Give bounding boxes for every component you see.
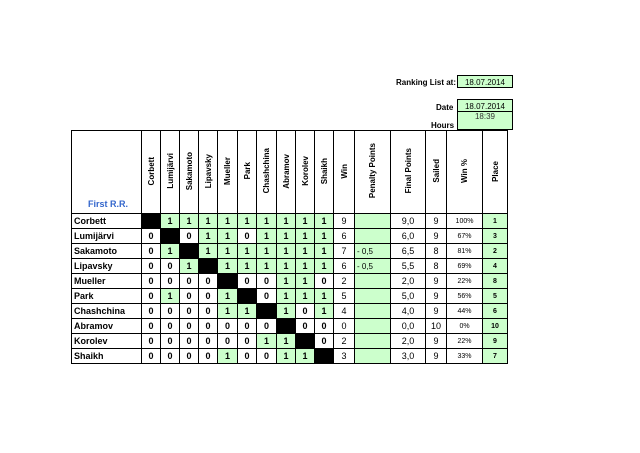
final-points-cell: 2,0	[391, 334, 426, 349]
place-cell: 7	[483, 349, 508, 364]
place-cell: 1	[483, 214, 508, 229]
match-result-cell: 1	[277, 304, 296, 319]
sailed-cell: 9	[426, 289, 447, 304]
sailed-cell: 9	[426, 334, 447, 349]
column-header-label: Win	[339, 163, 349, 179]
player-name: Mueller	[72, 274, 142, 289]
match-result-cell: 1	[296, 259, 315, 274]
penalty-points-cell	[355, 334, 391, 349]
match-result-cell: 1	[218, 304, 238, 319]
final-points-cell: 0,0	[391, 319, 426, 334]
match-result-cell: 1	[296, 349, 315, 364]
match-result-cell: 0	[296, 319, 315, 334]
column-header-label: Korolev	[300, 156, 310, 186]
match-result-cell: 1	[180, 214, 199, 229]
match-result-cell: 1	[218, 244, 238, 259]
column-header-win	[334, 131, 355, 214]
win-count-cell: 2	[334, 334, 355, 349]
win-count-cell: 2	[334, 274, 355, 289]
final-points-cell: 5,0	[391, 289, 426, 304]
match-result-cell: 0	[218, 319, 238, 334]
match-result-cell: 1	[218, 214, 238, 229]
column-header-mueller	[218, 131, 238, 214]
match-result-cell: 0	[199, 319, 218, 334]
column-header-win	[447, 131, 483, 214]
place-cell: 9	[483, 334, 508, 349]
place-cell: 5	[483, 289, 508, 304]
column-header-lumijarvi	[161, 131, 180, 214]
match-result-cell: 1	[257, 229, 277, 244]
match-result-cell: 0	[142, 289, 161, 304]
place-cell: 6	[483, 304, 508, 319]
match-result-cell: 1	[180, 259, 199, 274]
diagonal-cell	[315, 349, 334, 364]
match-result-cell: 0	[142, 319, 161, 334]
match-result-cell: 0	[199, 274, 218, 289]
column-header-park	[238, 131, 257, 214]
match-result-cell: 1	[296, 274, 315, 289]
win-percent-cell: 0%	[447, 319, 483, 334]
place-cell: 2	[483, 244, 508, 259]
column-header-place	[483, 131, 508, 214]
match-result-cell: 0	[142, 244, 161, 259]
match-result-cell: 0	[238, 229, 257, 244]
final-points-cell: 6,0	[391, 229, 426, 244]
win-count-cell: 0	[334, 319, 355, 334]
match-result-cell: 1	[257, 244, 277, 259]
player-name: Abramov	[72, 319, 142, 334]
win-percent-cell: 100%	[447, 214, 483, 229]
match-result-cell: 1	[315, 244, 334, 259]
match-result-cell: 0	[315, 319, 334, 334]
column-header-label: Lipavsky	[203, 153, 213, 189]
match-result-cell: 1	[277, 229, 296, 244]
win-percent-cell: 69%	[447, 259, 483, 274]
match-result-cell: 0	[199, 289, 218, 304]
sailed-cell: 10	[426, 319, 447, 334]
player-name: Corbett	[72, 214, 142, 229]
match-result-cell: 1	[277, 244, 296, 259]
penalty-points-cell	[355, 319, 391, 334]
sailed-cell: 8	[426, 259, 447, 274]
win-count-cell: 5	[334, 289, 355, 304]
match-result-cell: 0	[238, 334, 257, 349]
diagonal-cell	[296, 334, 315, 349]
match-result-cell: 1	[238, 304, 257, 319]
match-result-cell: 1	[277, 259, 296, 274]
final-points-cell: 9,0	[391, 214, 426, 229]
match-result-cell: 1	[161, 289, 180, 304]
penalty-points-cell	[355, 349, 391, 364]
diagonal-cell	[180, 244, 199, 259]
penalty-points-cell	[355, 304, 391, 319]
win-count-cell: 3	[334, 349, 355, 364]
penalty-points-cell	[355, 214, 391, 229]
column-header-label: Sailed	[431, 159, 441, 183]
win-count-cell: 7	[334, 244, 355, 259]
player-name: Chashchina	[72, 304, 142, 319]
win-percent-cell: 44%	[447, 304, 483, 319]
final-points-cell: 4,0	[391, 304, 426, 319]
match-result-cell: 0	[315, 334, 334, 349]
date-value: 18.07.2014	[457, 99, 513, 112]
match-result-cell: 0	[161, 349, 180, 364]
sailed-cell: 8	[426, 244, 447, 259]
match-result-cell: 0	[142, 334, 161, 349]
match-result-cell: 0	[161, 334, 180, 349]
corner-label: First R.R.	[72, 131, 142, 214]
match-result-cell: 0	[296, 304, 315, 319]
sailed-cell: 9	[426, 304, 447, 319]
final-points-cell: 6,5	[391, 244, 426, 259]
place-cell: 3	[483, 229, 508, 244]
column-header-sakamoto	[180, 131, 199, 214]
match-result-cell: 1	[277, 274, 296, 289]
player-name: Sakamoto	[72, 244, 142, 259]
match-result-cell: 0	[315, 274, 334, 289]
table-row	[72, 334, 508, 349]
match-result-cell: 0	[180, 319, 199, 334]
table-row	[72, 319, 508, 334]
match-result-cell: 0	[257, 289, 277, 304]
match-result-cell: 1	[315, 289, 334, 304]
match-result-cell: 0	[142, 274, 161, 289]
match-result-cell: 1	[218, 289, 238, 304]
match-result-cell: 1	[238, 259, 257, 274]
match-result-cell: 1	[199, 214, 218, 229]
column-header-shaikh	[315, 131, 334, 214]
match-result-cell: 1	[218, 349, 238, 364]
match-result-cell: 1	[161, 214, 180, 229]
column-header-label: Sakamoto	[184, 151, 194, 191]
date-label: Date	[436, 103, 454, 112]
match-result-cell: 0	[238, 319, 257, 334]
match-result-cell: 1	[218, 229, 238, 244]
sailed-cell: 9	[426, 214, 447, 229]
place-cell: 10	[483, 319, 508, 334]
column-header-label: Shaikh	[319, 157, 329, 185]
match-result-cell: 1	[218, 259, 238, 274]
diagonal-cell	[142, 214, 161, 229]
match-result-cell: 1	[315, 304, 334, 319]
match-result-cell: 1	[315, 229, 334, 244]
win-percent-cell: 81%	[447, 244, 483, 259]
match-result-cell: 0	[257, 349, 277, 364]
column-header-label: Corbett	[146, 156, 156, 186]
match-result-cell: 0	[142, 229, 161, 244]
final-points-cell: 2,0	[391, 274, 426, 289]
penalty-points-cell	[355, 289, 391, 304]
column-header-label: Place	[490, 160, 500, 182]
penalty-points-cell	[355, 229, 391, 244]
diagonal-cell	[238, 289, 257, 304]
column-header-sailed	[426, 131, 447, 214]
table-row	[72, 259, 508, 274]
column-header-label: Mueller	[223, 156, 232, 185]
ranking-date-value: 18.07.2014	[457, 75, 513, 88]
match-result-cell: 0	[142, 259, 161, 274]
place-cell: 8	[483, 274, 508, 289]
table-row	[72, 274, 508, 289]
match-result-cell: 0	[161, 319, 180, 334]
diagonal-cell	[218, 274, 238, 289]
match-result-cell: 1	[238, 214, 257, 229]
match-result-cell: 0	[180, 334, 199, 349]
final-points-cell: 5,5	[391, 259, 426, 274]
column-header-lipavsky	[199, 131, 218, 214]
diagonal-cell	[277, 319, 296, 334]
match-result-cell: 0	[161, 274, 180, 289]
match-result-cell: 1	[296, 289, 315, 304]
match-result-cell: 1	[161, 244, 180, 259]
match-result-cell: 0	[199, 349, 218, 364]
column-header-label: Win %	[460, 159, 469, 183]
win-percent-cell: 67%	[447, 229, 483, 244]
match-result-cell: 1	[277, 334, 296, 349]
column-header-korolev	[296, 131, 315, 214]
match-result-cell: 0	[238, 274, 257, 289]
round-robin-table	[71, 130, 508, 364]
match-result-cell: 0	[199, 304, 218, 319]
match-result-cell: 0	[238, 349, 257, 364]
player-name: Shaikh	[72, 349, 142, 364]
match-result-cell: 0	[218, 334, 238, 349]
match-result-cell: 0	[142, 349, 161, 364]
match-result-cell: 1	[277, 349, 296, 364]
match-result-cell: 1	[277, 289, 296, 304]
column-header-penalty-points	[355, 131, 391, 214]
column-header-label: Penalty Points	[368, 143, 377, 199]
table-row	[72, 304, 508, 319]
table-row	[72, 349, 508, 364]
final-points-cell: 3,0	[391, 349, 426, 364]
place-cell: 4	[483, 259, 508, 274]
ranking-list-label: Ranking List at:	[396, 78, 457, 87]
header-row	[72, 131, 508, 214]
table-row	[72, 214, 508, 229]
match-result-cell: 0	[199, 334, 218, 349]
column-header-label: Abramov	[281, 153, 291, 189]
match-result-cell: 1	[296, 214, 315, 229]
match-result-cell: 0	[180, 274, 199, 289]
match-result-cell: 0	[180, 229, 199, 244]
player-name: Lipavsky	[72, 259, 142, 274]
column-header-corbett	[142, 131, 161, 214]
match-result-cell: 1	[199, 229, 218, 244]
player-name: Lumijärvi	[72, 229, 142, 244]
player-name: Korolev	[72, 334, 142, 349]
match-result-cell: 1	[238, 244, 257, 259]
match-result-cell: 0	[257, 274, 277, 289]
match-result-cell: 0	[180, 304, 199, 319]
sailed-cell: 9	[426, 274, 447, 289]
match-result-cell: 0	[161, 259, 180, 274]
match-result-cell: 1	[257, 334, 277, 349]
match-result-cell: 1	[257, 259, 277, 274]
win-count-cell: 6	[334, 229, 355, 244]
win-count-cell: 6	[334, 259, 355, 274]
column-header-abramov	[277, 131, 296, 214]
column-header-final-points	[391, 131, 426, 214]
column-header-label: Lumijärvi	[165, 153, 175, 189]
player-name: Park	[72, 289, 142, 304]
win-count-cell: 9	[334, 214, 355, 229]
penalty-points-cell: - 0,5	[355, 259, 391, 274]
sailed-cell: 9	[426, 349, 447, 364]
diagonal-cell	[199, 259, 218, 274]
table-body	[72, 214, 508, 364]
match-result-cell: 1	[199, 244, 218, 259]
column-header-chashchina	[257, 131, 277, 214]
hours-label: Hours	[431, 121, 455, 130]
match-result-cell: 1	[257, 214, 277, 229]
win-percent-cell: 22%	[447, 274, 483, 289]
diagonal-cell	[257, 304, 277, 319]
win-count-cell: 4	[334, 304, 355, 319]
match-result-cell: 0	[142, 304, 161, 319]
match-result-cell: 0	[180, 349, 199, 364]
penalty-points-cell	[355, 274, 391, 289]
column-header-label: Chashchina	[262, 148, 271, 194]
win-percent-cell: 33%	[447, 349, 483, 364]
win-percent-cell: 22%	[447, 334, 483, 349]
match-result-cell: 1	[296, 229, 315, 244]
table-row	[72, 244, 508, 259]
win-percent-cell: 56%	[447, 289, 483, 304]
match-result-cell: 1	[315, 214, 334, 229]
column-header-label: Final Points	[403, 148, 413, 194]
diagonal-cell	[161, 229, 180, 244]
match-result-cell: 1	[277, 214, 296, 229]
sailed-cell: 9	[426, 229, 447, 244]
table-row	[72, 289, 508, 304]
match-result-cell: 1	[296, 244, 315, 259]
hours-value: 18:39	[457, 112, 513, 130]
penalty-points-cell: - 0,5	[355, 244, 391, 259]
match-result-cell: 0	[180, 289, 199, 304]
table-row	[72, 229, 508, 244]
column-header-label: Park	[242, 162, 252, 180]
match-result-cell: 0	[161, 304, 180, 319]
match-result-cell: 0	[257, 319, 277, 334]
match-result-cell: 1	[315, 259, 334, 274]
